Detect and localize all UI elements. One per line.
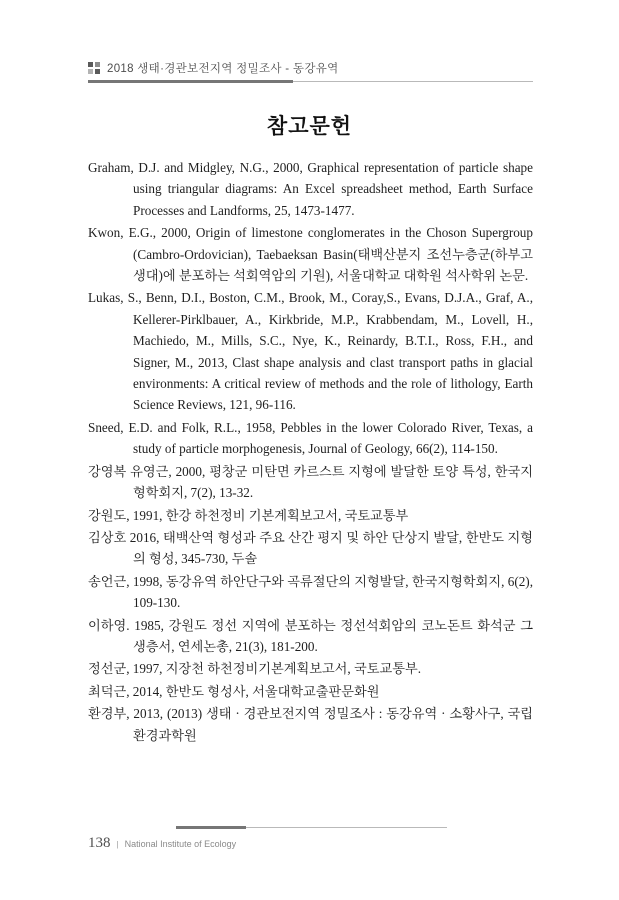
header-title: 2018 생태·경관보전지역 정밀조사 - 동강유역 xyxy=(107,63,339,75)
reference-item: 환경부, 2013, (2013) 생태 · 경관보전지역 정밀조사 : 동강유역 · 소황사구, 국립환경과학원 xyxy=(88,706,533,743)
page-header xyxy=(88,60,533,76)
page-footer xyxy=(88,822,533,852)
reference-item: 강영복 유영근, 2000, 평창군 미탄면 카르스트 지형에 발달한 토양 특성, 한국지형학회지, 7(2), 13-32. xyxy=(88,463,533,501)
reference-item: 정선군, 1997, 지장천 하천정비기본계획보고서, 국토교통부. xyxy=(88,661,422,677)
reference-item: 이하영. 1985, 강원도 정선 지역에 분포하는 정선석회암의 코노돈트 화석군 그 생층서, 연세논총, 21(3), 181-200. xyxy=(88,617,533,654)
page-title: 참고문헌 xyxy=(266,115,353,138)
reference-item: 송언근, 1998, 동강유역 하안단구와 곡류절단의 지형발달, 한국지형학회지, 6(2), 109-130. xyxy=(88,573,533,611)
dots-grid-icon xyxy=(88,62,100,74)
reference-item: Sneed, E.D. and Folk, R.L., 1958, Pebbles in the lower Colorado River, Texas, a study of particle morphogenesis, Journal of Geology, 66(2), 114-150. xyxy=(88,419,533,457)
reference-item: Kwon, E.G., 2000, Origin of limestone conglomerates in the Choson Supergroup (Cambro-Ordovician), Taebaeksan Basin(태백산분지 조선누층군(하부고생대)에 분포하는 석회역암의 기원), 서울대학교 대학원 석사학위 논문. xyxy=(88,225,533,284)
reference-item: Graham, D.J. and Midgley, N.G., 2000, Graphical representation of particle shape using triangular diagrams: An Excel spreadsheet method, Earth Surface Processes and Landforms, 25, 1473-1477. xyxy=(88,160,533,218)
reference-item: 김상호 2016, 태백산역 형성과 주요 산간 평지 및 하안 단상지 발달, 한반도 지형의 형성, 345-730, 두솔 xyxy=(88,529,533,567)
footer-divider xyxy=(176,826,447,829)
page-number: 138 xyxy=(88,835,111,851)
institute-name: National Institute of Ecology xyxy=(124,839,237,849)
reference-item: 강원도, 1991, 한강 하천정비 기본계획보고서, 국토교통부 xyxy=(88,507,409,523)
reference-item: Lukas, S., Benn, D.I., Boston, C.M., Brook, M., Coray,S., Evans, D.J.A., Graf, A., Kellerer-Pirklbauer, A., Kirkbride, M.P., Krabbendam, M., Lovell, H., Machiedo, M., Mills, S.C., Nye, K., Reinardy, B.T.I., Ross, F.H., and Signer, M., 2013, Clast shape analysis and clast transport paths in glacial environments: A critical review of methods and the role of lithology, Earth Science Reviews, 121, 96-116. xyxy=(88,290,533,413)
reference-list xyxy=(88,157,533,746)
header-divider xyxy=(88,80,533,83)
footer-separator: | xyxy=(116,840,119,849)
reference-item: 최덕근, 2014, 한반도 형성사, 서울대학교출판문화원 xyxy=(88,683,380,699)
